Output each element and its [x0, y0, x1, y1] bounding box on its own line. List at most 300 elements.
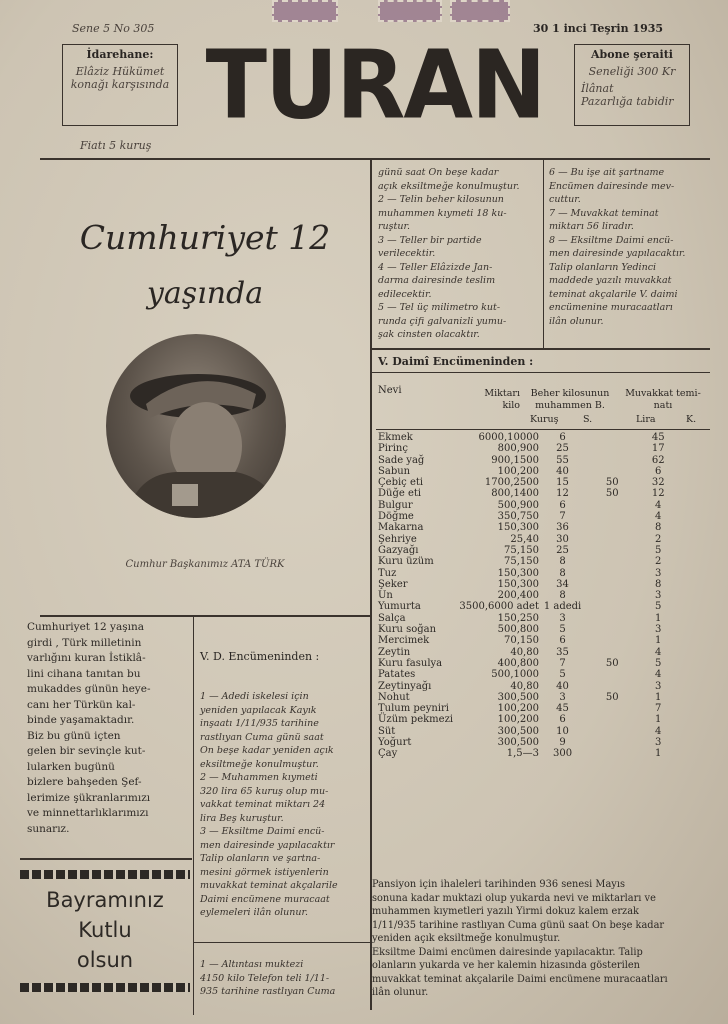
item-cell: Makarna: [378, 522, 424, 534]
footnote-line: yeniden açık eksiltmeğe konulmuştur.: [372, 933, 561, 944]
s-cell: [586, 613, 638, 624]
table-row: [378, 647, 678, 658]
s-cell: [586, 601, 638, 612]
table-row: [378, 737, 678, 748]
subs-line: Pazarlığa tabidir: [581, 95, 674, 108]
qty-cell: 150,250: [497, 612, 539, 624]
kurus-cell: 40: [556, 465, 569, 477]
lira-cell: 4: [655, 646, 662, 658]
s-cell: [586, 443, 638, 454]
goods-table: [378, 432, 678, 760]
item-cell: Zeytinyağı: [378, 680, 432, 692]
decorative-border: [20, 870, 190, 879]
notice-line: muhammen kıymeti 18 ku-: [378, 207, 507, 219]
kurus-cell: 8: [559, 590, 566, 602]
footnote-line: 1/11/935 tarihine rastlıyan Cuma günü saat On beşe kadar: [372, 919, 665, 931]
table-row: [378, 500, 678, 511]
issue-number: Sene 5 No 305: [72, 22, 155, 35]
postage-stamp: [378, 0, 442, 22]
s-cell: [586, 500, 638, 511]
qty-cell: 500,800: [497, 624, 539, 636]
table-row: [378, 511, 678, 522]
qty-cell: 70,150: [503, 635, 539, 647]
bayram-line: olsun: [76, 948, 134, 972]
s-cell: [586, 432, 638, 443]
article-line: Cumhuriyet 12 yaşına: [27, 621, 145, 633]
col-nevi: Nevi: [378, 385, 402, 396]
footnote-line: ilân olunur.: [372, 987, 429, 998]
s-cell: [586, 681, 638, 692]
s-cell: [586, 511, 638, 522]
admin-box: [62, 44, 178, 126]
subs-line: Seneliği 300 Kr: [588, 65, 676, 78]
notice-line: Daimi encümene muracaat: [200, 893, 330, 905]
qty-cell: 300,500: [497, 725, 539, 737]
notice-line: ilân olunur.: [549, 315, 604, 327]
lira-cell: 1: [655, 612, 662, 624]
table-row: [378, 455, 678, 466]
table-row: [378, 748, 678, 759]
col-s: S.: [583, 414, 593, 425]
col-k: K.: [686, 414, 697, 425]
item-cell: Nohut: [378, 691, 410, 703]
kurus-cell: 15: [556, 477, 569, 489]
kurus-cell: 40: [556, 680, 569, 692]
col-beher: [520, 388, 620, 412]
notice-line: günü saat On beşe kadar: [378, 167, 499, 178]
footnote-line: muvakkat teminat akçalarile Daimi encümene muracaatları: [372, 973, 668, 985]
qty-cell: 25,40: [510, 533, 539, 545]
table-row: [378, 590, 678, 601]
s-cell: [586, 726, 638, 737]
notice-line: edilecektir.: [378, 288, 432, 300]
notice-line: 4150 kilo Telefon teli 1/11-: [200, 972, 330, 984]
kurus-cell: 6: [559, 714, 566, 726]
notice-line: inşaatı 1/11/935 tarihine: [200, 718, 319, 729]
notice-line: 1 — Adedi iskelesi için: [200, 691, 309, 702]
article-line: gelen bir sevinçle kut-: [27, 745, 146, 757]
s-cell: [586, 714, 638, 725]
table-row: [378, 488, 678, 499]
col-miktar: [470, 388, 520, 412]
kurus-cell: 6: [559, 432, 566, 443]
lira-cell: 4: [655, 499, 662, 511]
lira-cell: 3: [655, 737, 662, 749]
table-row: [378, 522, 678, 533]
portrait-figure-icon: [106, 334, 286, 518]
kurus-cell: 55: [556, 454, 569, 466]
item-cell: Çebiç eti: [378, 477, 424, 489]
item-cell: Tuz: [378, 567, 397, 579]
s-cell: [586, 737, 638, 748]
footnote-line: Pansiyon için ihaleleri tarihinden 936 senesi Mayıs: [372, 879, 626, 890]
s-cell: [586, 568, 638, 579]
s-cell: [586, 579, 638, 590]
notice-line: Talip olanların ve şartna-: [200, 853, 321, 864]
col-miktar-2: kilo: [502, 400, 520, 411]
subs-line: İlânat: [581, 82, 614, 95]
table-row: [378, 681, 678, 692]
table-row: [378, 579, 678, 590]
qty-cell: 3500,6000 adet: [459, 601, 539, 613]
vd-notice-heading: V. D. Encümeninden :: [200, 650, 320, 663]
notice-line: runda çifi galvanizli yumu-: [378, 315, 507, 327]
tel-notice-col2: [549, 166, 707, 328]
notice-line: 7 — Muvakkat teminat: [549, 207, 659, 219]
s-cell: 50: [605, 488, 619, 500]
notice-line: Encümen dairesinde mev-: [549, 180, 675, 192]
s-cell: [586, 703, 638, 714]
lira-cell: 4: [655, 725, 662, 737]
lira-cell: 1: [655, 635, 662, 647]
subs-title: Abone şeraiti: [591, 48, 673, 61]
qty-cell: 6000,10000: [478, 432, 539, 443]
article-line: canı her Türkün kal-: [27, 698, 136, 711]
lira-cell: 17: [651, 443, 665, 455]
kurus-cell: 300: [552, 748, 573, 760]
table-row: [378, 635, 678, 646]
article-line: bizlere bahşeden Şef-: [27, 776, 142, 788]
item-cell: Şehriye: [378, 533, 417, 545]
item-cell: Gazyağı: [378, 544, 419, 556]
lira-cell: 2: [655, 533, 662, 545]
tel-notice-col1: [378, 166, 538, 342]
lira-cell: 1: [655, 748, 662, 760]
col-kurus: Kuruş: [530, 414, 559, 425]
footnote-line: muhammen kıymetleri yazılı Yirmi dokuz kalem erzak: [372, 906, 639, 917]
notice-line: verilecektir.: [378, 248, 436, 259]
notice-line: men dairesinde yapılacaktır: [200, 839, 335, 851]
item-cell: Kuru fasulya: [378, 657, 443, 669]
kurus-cell: 6: [559, 499, 566, 511]
table-row: [378, 726, 678, 737]
ataturk-portrait: [106, 334, 286, 518]
kurus-cell: 6: [559, 635, 566, 647]
item-cell: Kuru soğan: [378, 624, 437, 636]
postage-stamp: [450, 0, 510, 22]
s-cell: [586, 624, 638, 635]
item-cell: Döğme: [378, 511, 414, 523]
notice-line: şak cinsten olacaktır.: [378, 329, 480, 340]
lira-cell: 3: [655, 567, 662, 579]
qty-cell: 800,900: [497, 443, 539, 455]
notice-line: 8 — Eksiltme Daimi encü-: [549, 234, 674, 246]
item-cell: Kuru üzüm: [378, 556, 434, 568]
qty-cell: 100,200: [497, 714, 539, 726]
table-row: [378, 714, 678, 725]
notice-line: yeniden yapılacak Kayık: [200, 704, 317, 716]
notice-line: 3 — Eksiltme Daimi encü-: [200, 826, 325, 837]
qty-cell: 40,80: [510, 646, 539, 658]
qty-cell: 350,750: [497, 511, 539, 523]
qty-cell: 1700,2500: [484, 477, 539, 489]
table-row: [378, 692, 678, 703]
article-line: mukaddes günün heye-: [27, 683, 151, 695]
s-cell: [586, 466, 638, 477]
item-cell: Yoğurt: [378, 737, 412, 749]
table-row: [378, 624, 678, 635]
lira-cell: 5: [655, 601, 662, 613]
notice-line: 4 — Teller Elâzizde Jan-: [378, 261, 493, 273]
kurus-cell: 3: [559, 612, 566, 624]
kurus-cell: 8: [559, 556, 566, 568]
item-cell: Üzüm pekmezi: [378, 714, 454, 726]
s-cell: [586, 590, 638, 601]
admin-title: İdarehane:: [86, 48, 154, 61]
issue-date: 30 1 inci Teşrin 1935: [533, 22, 664, 35]
notice-line: 2 — Telin beher kilosunun: [378, 194, 504, 205]
kurus-cell: 3: [559, 691, 566, 703]
kurus-cell: 10: [556, 725, 569, 737]
table-heading: V. Daimî Encümeninden :: [378, 355, 534, 368]
lira-cell: 1: [655, 691, 662, 703]
admin-line: Elâziz Hükümet: [75, 65, 165, 78]
item-cell: Süt: [378, 725, 396, 737]
kurus-cell: 36: [556, 522, 569, 534]
qty-cell: 100,200: [497, 465, 539, 477]
item-cell: Salça: [378, 612, 406, 624]
notice-line: 935 tarihine rastlıyan Cuma: [200, 986, 336, 997]
vd-notice-body: [200, 690, 360, 920]
postage-stamp: [272, 0, 338, 22]
item-cell: Tulum peyniri: [378, 703, 449, 715]
col-teminat-2: natı: [653, 400, 673, 411]
bayram-line: Bayramınız: [46, 888, 164, 912]
footnote-line: olanların yukarda ve her kalemin hizasında gösterilen: [372, 960, 640, 971]
section-rule: [372, 348, 710, 350]
item-cell: Yumurta: [378, 601, 421, 613]
col-beher-2: muhammen B.: [535, 400, 605, 411]
vd-notice-bottom: [200, 958, 360, 999]
kurus-cell: 5: [559, 669, 566, 681]
article-line: lularken bugünü: [27, 760, 115, 773]
qty-cell: 75,150: [503, 544, 539, 556]
section-rule: [193, 942, 370, 943]
s-cell: [586, 545, 638, 556]
article-line: lini cihana tanıtan bu: [27, 667, 141, 680]
lira-cell: 1: [655, 714, 662, 726]
lira-cell: 12: [651, 488, 665, 500]
admin-line: konağı karşısında: [70, 78, 170, 91]
lira-cell: 45: [651, 432, 665, 443]
table-row: [378, 613, 678, 624]
qty-cell: 800,1400: [491, 488, 539, 500]
s-cell: 50: [605, 477, 619, 489]
footnote-line: Eksiltme Daimi encümen dairesinde yapılacaktır. Talip: [372, 946, 643, 958]
notice-line: vakkat teminat miktarı 24: [200, 799, 326, 810]
footnote-line: sonuna kadar muktazi olup yukarda nevi ve miktarları ve: [372, 892, 656, 904]
bayram-greeting: [20, 870, 190, 992]
kurus-cell: 7: [559, 657, 566, 669]
item-cell: Patates: [378, 669, 416, 681]
lead-title-line2: yaşında: [146, 276, 264, 311]
masthead: TURAN: [205, 30, 545, 141]
kurus-cell: 1 adedi: [543, 601, 582, 613]
s-cell: [586, 748, 638, 759]
table-row: [378, 466, 678, 477]
col-teminat-1: Muvakkat temi-: [625, 388, 701, 399]
table-row: [378, 669, 678, 680]
notice-line: 1 — Altıntası muktezi: [200, 959, 304, 970]
lira-cell: 7: [655, 703, 662, 715]
item-cell: Çay: [378, 748, 398, 760]
qty-cell: 150,300: [497, 567, 539, 579]
item-cell: Zeytin: [378, 646, 411, 658]
s-cell: [586, 635, 638, 646]
qty-cell: 900,1500: [491, 454, 539, 466]
col-beher-1: Beher kilosunun: [530, 388, 610, 399]
notice-line: mesini görmek istiyenlerin: [200, 866, 329, 878]
notice-line: darma dairesinde teslim: [378, 275, 496, 286]
qty-cell: 40,80: [510, 680, 539, 692]
notice-line: eksiltmeğe konulmuştur.: [200, 758, 319, 770]
qty-cell: 75,150: [503, 556, 539, 568]
col-teminat: [616, 388, 710, 412]
kurus-cell: 8: [559, 567, 566, 579]
article-line: girdi , Türk milletinin: [27, 636, 142, 649]
item-cell: Sabun: [378, 465, 411, 477]
lira-cell: 4: [655, 511, 662, 523]
kurus-cell: 5: [559, 624, 566, 636]
notice-line: maddede yazılı muvakkat: [549, 275, 672, 286]
column-rule: [193, 615, 194, 1015]
s-cell: [586, 522, 638, 533]
notice-line: On beşe kadar yeniden açık: [200, 745, 334, 756]
notice-line: 6 — Bu işe ait şartname: [549, 167, 665, 178]
notice-line: cuttur.: [549, 194, 581, 205]
article-line: Biz bu günü içten: [27, 729, 121, 742]
section-rule: [40, 615, 370, 617]
kurus-cell: 34: [556, 578, 569, 590]
item-cell: Bulgur: [378, 499, 413, 511]
lira-cell: 5: [655, 544, 662, 556]
notice-line: Talip olanların Yedinci: [549, 261, 657, 273]
kurus-cell: 7: [559, 511, 566, 523]
notice-line: 2 — Muhammen kıymeti: [200, 772, 318, 783]
article-line: ve minnettarlıklarımızı: [27, 807, 149, 819]
table-row: [378, 658, 678, 669]
s-cell: 50: [605, 657, 619, 669]
table-row: [378, 443, 678, 454]
lira-cell: 6: [655, 465, 662, 477]
bayram-line: Kutlu: [78, 918, 132, 942]
lira-cell: 5: [655, 657, 662, 669]
qty-cell: 1,5—3: [506, 748, 539, 760]
col-lira: Lira: [636, 414, 656, 425]
article-line: binde yaşamaktadır.: [27, 714, 135, 726]
qty-cell: 500,1000: [491, 669, 539, 681]
lira-cell: 8: [655, 522, 662, 534]
lira-cell: 3: [655, 590, 662, 602]
notice-line: 3 — Teller bir partide: [378, 234, 482, 246]
article-line: sunarız.: [27, 822, 70, 835]
section-rule: [20, 858, 192, 860]
table-row: [378, 703, 678, 714]
lira-cell: 3: [655, 680, 662, 692]
price: Fiatı 5 kuruş: [80, 139, 152, 152]
notice-line: açık eksiltmeğe konulmuştur.: [378, 180, 520, 192]
article-line: varlığını kuran İstiklâ-: [27, 652, 146, 664]
qty-cell: 100,200: [497, 703, 539, 715]
kurus-cell: 45: [556, 703, 569, 715]
kurus-cell: 12: [556, 488, 569, 500]
table-footnote: [372, 878, 702, 1000]
article-line: lerimize şükranlarımızı: [27, 791, 151, 804]
table-rule: [376, 429, 710, 430]
notice-line: men dairesinde yapılacaktır.: [549, 248, 686, 259]
subscription-box: [574, 44, 690, 126]
lead-article: [27, 620, 187, 837]
qty-cell: 150,300: [497, 522, 539, 534]
column-rule: [543, 160, 544, 348]
lira-cell: 32: [651, 477, 665, 489]
notice-line: muvakkat teminat akçalarile: [200, 880, 338, 891]
qty-cell: 150,300: [497, 578, 539, 590]
header-rule: [40, 158, 710, 160]
item-cell: Sade yağ: [378, 454, 425, 466]
item-cell: Şeker: [378, 578, 408, 590]
lira-cell: 3: [655, 624, 662, 636]
item-cell: Mercimek: [378, 635, 430, 647]
table-rule: [372, 372, 710, 373]
qty-cell: 500,900: [497, 499, 539, 511]
qty-cell: 300,500: [497, 737, 539, 749]
notice-line: eylemeleri ilân olunur.: [200, 907, 309, 918]
notice-line: lira Beş kuruştur.: [200, 812, 284, 824]
s-cell: [586, 669, 638, 680]
decorative-border: [20, 983, 190, 992]
s-cell: [586, 455, 638, 466]
table-row: [378, 545, 678, 556]
qty-cell: 400,800: [497, 657, 539, 669]
col-miktar-1: Miktarı: [484, 388, 520, 399]
kurus-cell: 30: [556, 533, 569, 545]
portrait-caption: Cumhur Başkanımız ATA TÜRK: [125, 559, 285, 570]
lead-title: Cumhuriyet 12: [79, 218, 331, 257]
qty-cell: 200,400: [497, 590, 539, 602]
s-cell: [586, 534, 638, 545]
notice-line: 320 lira 65 kuruş olup mu-: [200, 785, 329, 797]
lira-cell: 2: [655, 556, 662, 568]
lira-cell: 8: [655, 578, 662, 590]
table-row: [378, 477, 678, 488]
table-row: [378, 601, 678, 612]
item-cell: Ekmek: [378, 432, 413, 443]
qty-cell: 300,500: [497, 691, 539, 703]
notice-line: teminat akçalarile V. daimi: [549, 288, 678, 300]
kurus-cell: 35: [556, 646, 569, 658]
table-row: [378, 432, 678, 443]
lira-cell: 4: [655, 669, 662, 681]
notice-line: ruştur.: [378, 221, 410, 232]
item-cell: Un: [378, 590, 393, 602]
notice-line: rastlıyan Cuma günü saat: [200, 731, 324, 743]
table-row: [378, 556, 678, 567]
table-row: [378, 568, 678, 579]
kurus-cell: 25: [556, 443, 569, 455]
notice-line: 5 — Tel üç milimetro kut-: [378, 302, 501, 313]
lira-cell: 62: [651, 454, 665, 466]
item-cell: Düğe eti: [378, 488, 422, 500]
kurus-cell: 25: [556, 544, 569, 556]
notice-line: encümenine muracaatları: [549, 302, 673, 313]
item-cell: Pirinç: [378, 443, 408, 455]
table-row: [378, 534, 678, 545]
s-cell: 50: [605, 691, 619, 703]
s-cell: [586, 556, 638, 567]
kurus-cell: 9: [559, 737, 566, 749]
notice-line: miktarı 56 liradır.: [549, 221, 634, 232]
